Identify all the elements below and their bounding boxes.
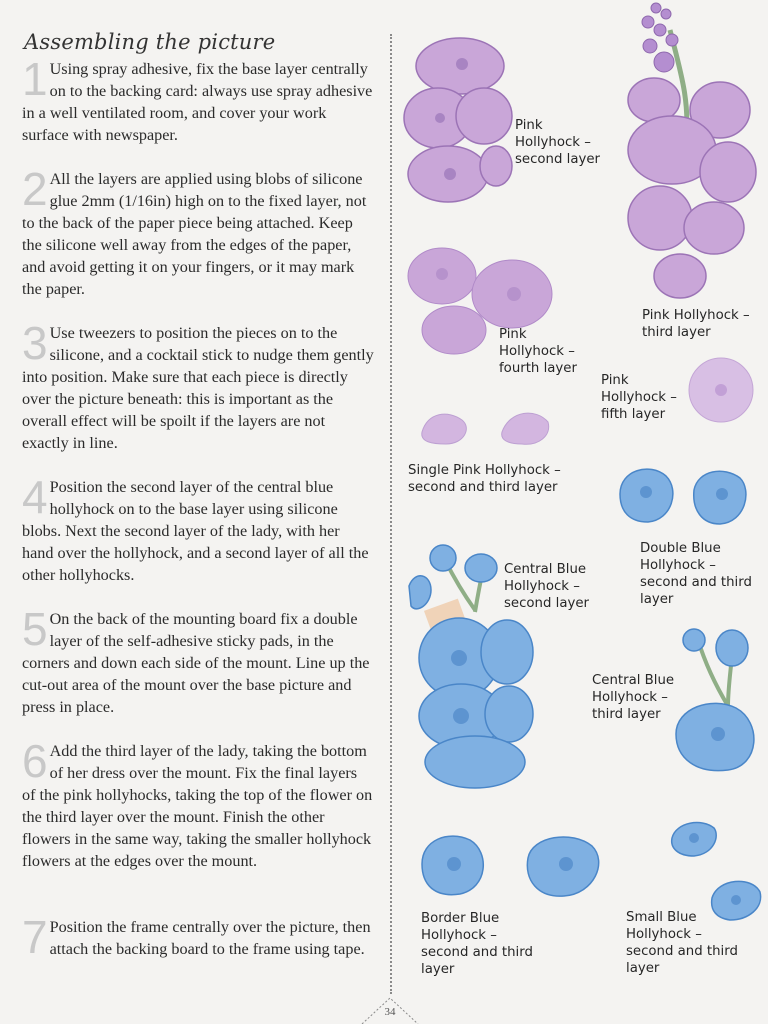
step-3 <box>22 317 374 454</box>
caption-pink-third-layer: Pink Hollyhock – third layer <box>642 308 750 340</box>
step-5 <box>22 603 374 718</box>
caption-double-blue-hollyhock: Double Blue Hollyhock – second and third layer <box>640 541 752 607</box>
caption-small-blue-hollyhock: Small Blue Hollyhock – second and third layer <box>626 910 738 976</box>
step-number: 6 <box>22 735 48 787</box>
caption-border-blue-hollyhock: Border Blue Hollyhock – second and third layer <box>421 911 533 977</box>
page-heading: Assembling the picture <box>24 30 276 54</box>
column-divider <box>390 34 392 994</box>
step-1 <box>22 53 374 146</box>
double-blue-hollyhock-image <box>614 460 754 530</box>
step-text: Position the frame centrally over the picture, then attach the backing board to the frame using tape. <box>49 918 371 958</box>
step-text: All the layers are applied using blobs of silicone glue 2mm (1/16in) high on to the fixed layer, not to the back of the paper piece being attached. Keep the silicone well away from the edges of the paper, and avoid getting it on your fingers, or it may mark the paper. <box>22 170 367 298</box>
step-text: On the back of the mounting board fix a double layer of the self-adhesive sticky pads, in the corners and down each side of the mount. Line up the cut-out area of the mount over the base picture and press in place. <box>22 610 370 716</box>
step-7 <box>22 911 374 963</box>
step-2 <box>22 163 374 300</box>
pink-hollyhock-second-layer-image <box>400 38 520 208</box>
step-number: 4 <box>22 471 48 523</box>
caption-pink-fifth-layer: Pink Hollyhock – fifth layer <box>601 373 677 422</box>
pink-hollyhock-fifth-layer-image <box>686 356 756 426</box>
caption-central-blue-third-layer: Central Blue Hollyhock – third layer <box>592 673 675 722</box>
caption-single-pink-hollyhock: Single Pink Hollyhock – second and third layer <box>408 463 561 495</box>
step-text: Add the third layer of the lady, taking the bottom of her dress over the mount. Fix the final layers of the pink hollyhocks, taking the top of the flower on the third layer over the mount. Finish the other flowers in the same way, taking the smaller hollyhock flowers at the edges over the mount. <box>22 742 373 870</box>
step-text: Position the second layer of the central blue hollyhock on to the base layer using silicone blobs. Next the second layer of the lady, with her hand over the hollyhock, and a second layer of all the other hollyhocks. <box>22 478 369 584</box>
step-4 <box>22 471 374 586</box>
step-number: 3 <box>22 317 48 369</box>
pink-hollyhock-third-layer-image <box>620 0 760 306</box>
caption-pink-second-layer: Pink Hollyhock – second layer <box>515 118 601 167</box>
step-number: 2 <box>22 163 48 215</box>
caption-central-blue-second-layer: Central Blue Hollyhock – second layer <box>504 562 590 611</box>
border-blue-hollyhock-image <box>418 828 608 900</box>
step-number: 1 <box>22 53 48 105</box>
page-number: 34 <box>384 1006 396 1018</box>
step-6 <box>22 735 374 872</box>
central-blue-hollyhock-third-layer-image <box>672 626 764 776</box>
step-text: Using spray adhesive, fix the base layer centrally on to the backing card: always use spray adhesive in a well ventilated room, and cover your work surface with newspaper. <box>22 60 373 144</box>
step-text: Use tweezers to position the pieces on to the silicone, and a cocktail stick to nudge them gently into position. Make sure that each piece is directly over the picture beneath: this is important as the overall effect will be spoilt if the layers are not exactly in line. <box>22 324 374 452</box>
caption-pink-fourth-layer: Pink Hollyhock – fourth layer <box>499 327 577 376</box>
single-pink-hollyhock-image <box>418 402 553 450</box>
step-number: 5 <box>22 603 48 655</box>
step-number: 7 <box>22 911 48 963</box>
